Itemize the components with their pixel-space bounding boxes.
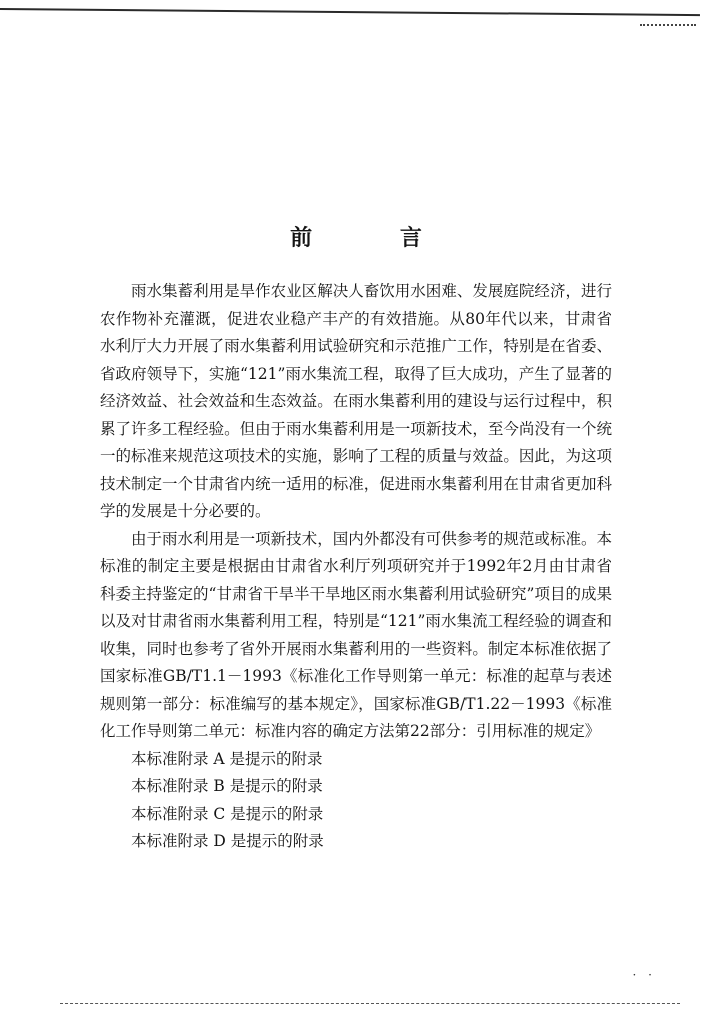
paragraph-1: 雨水集蓄利用是旱作农业区解决人畜饮用水困难、发展庭院经济，进行农作物补充灌溉，促进农业稳产丰产的有效措施。从80年代以来，甘肃省水利厅大力开展了雨水集蓄利用试验研究和示范推广工作，特别是在省委、省政府领导下，实施“121”雨水集流工程，取得了巨大成功，产生了显著的经济效益、社会效益和生态效益。在雨水集蓄利用的建设与运行过程中，积累了许多工程经验。但由于雨水集蓄利用是一项新技术，至今尚没有一个统一的标准来规范这项技术的实施，影响了工程的质量与效益。因此，为这项技术制定一个甘肃省内统一适用的标准，促进雨水集蓄利用在甘肃省更加科学的发展是十分必要的。 — [100, 282, 612, 520]
scan-bottom-border — [60, 1003, 680, 1004]
paragraph-2: 由于雨水利用是一项新技术，国内外都没有可供参考的规范或标准。本标准的制定主要是根据由甘肃省水利厅列项研究并于1992年2月由甘肃省科委主持鉴定的“甘肃省干旱半干旱地区雨水集蓄利用试验研究”项目的成果以及对甘肃省雨水集蓄利用工程，特别是“121”雨水集流工程经验的调查和收集，同时也参考了省外开展雨水集蓄利用的一些资料。制定本标准依据了国家标准GB/T1.1－1993《标准化工作导则第一单元：标准的起草与表述规则第一部分：标准编写的基本规定》，国家标准GB/T1.22－1993《标准化工作导则第二单元：标准内容的确定方法第22部分：引用标准的规定》 — [100, 529, 612, 740]
appendix-list — [100, 746, 612, 856]
appendix-item-d: 本标准附录 D 是提示的附录 — [131, 832, 324, 850]
scan-border-line — [0, 8, 700, 16]
page-title: 前 言 — [290, 225, 462, 251]
page-content — [100, 220, 612, 856]
appendix-item-c: 本标准附录 C 是提示的附录 — [131, 804, 324, 823]
scan-speckle: · · — [632, 968, 656, 982]
appendix-item-b: 本标准附录 B 是提示的附录 — [131, 777, 323, 795]
scan-border-mark — [640, 24, 696, 26]
appendix-item-a: 本标准附录 A 是提示的附录 — [131, 749, 323, 768]
